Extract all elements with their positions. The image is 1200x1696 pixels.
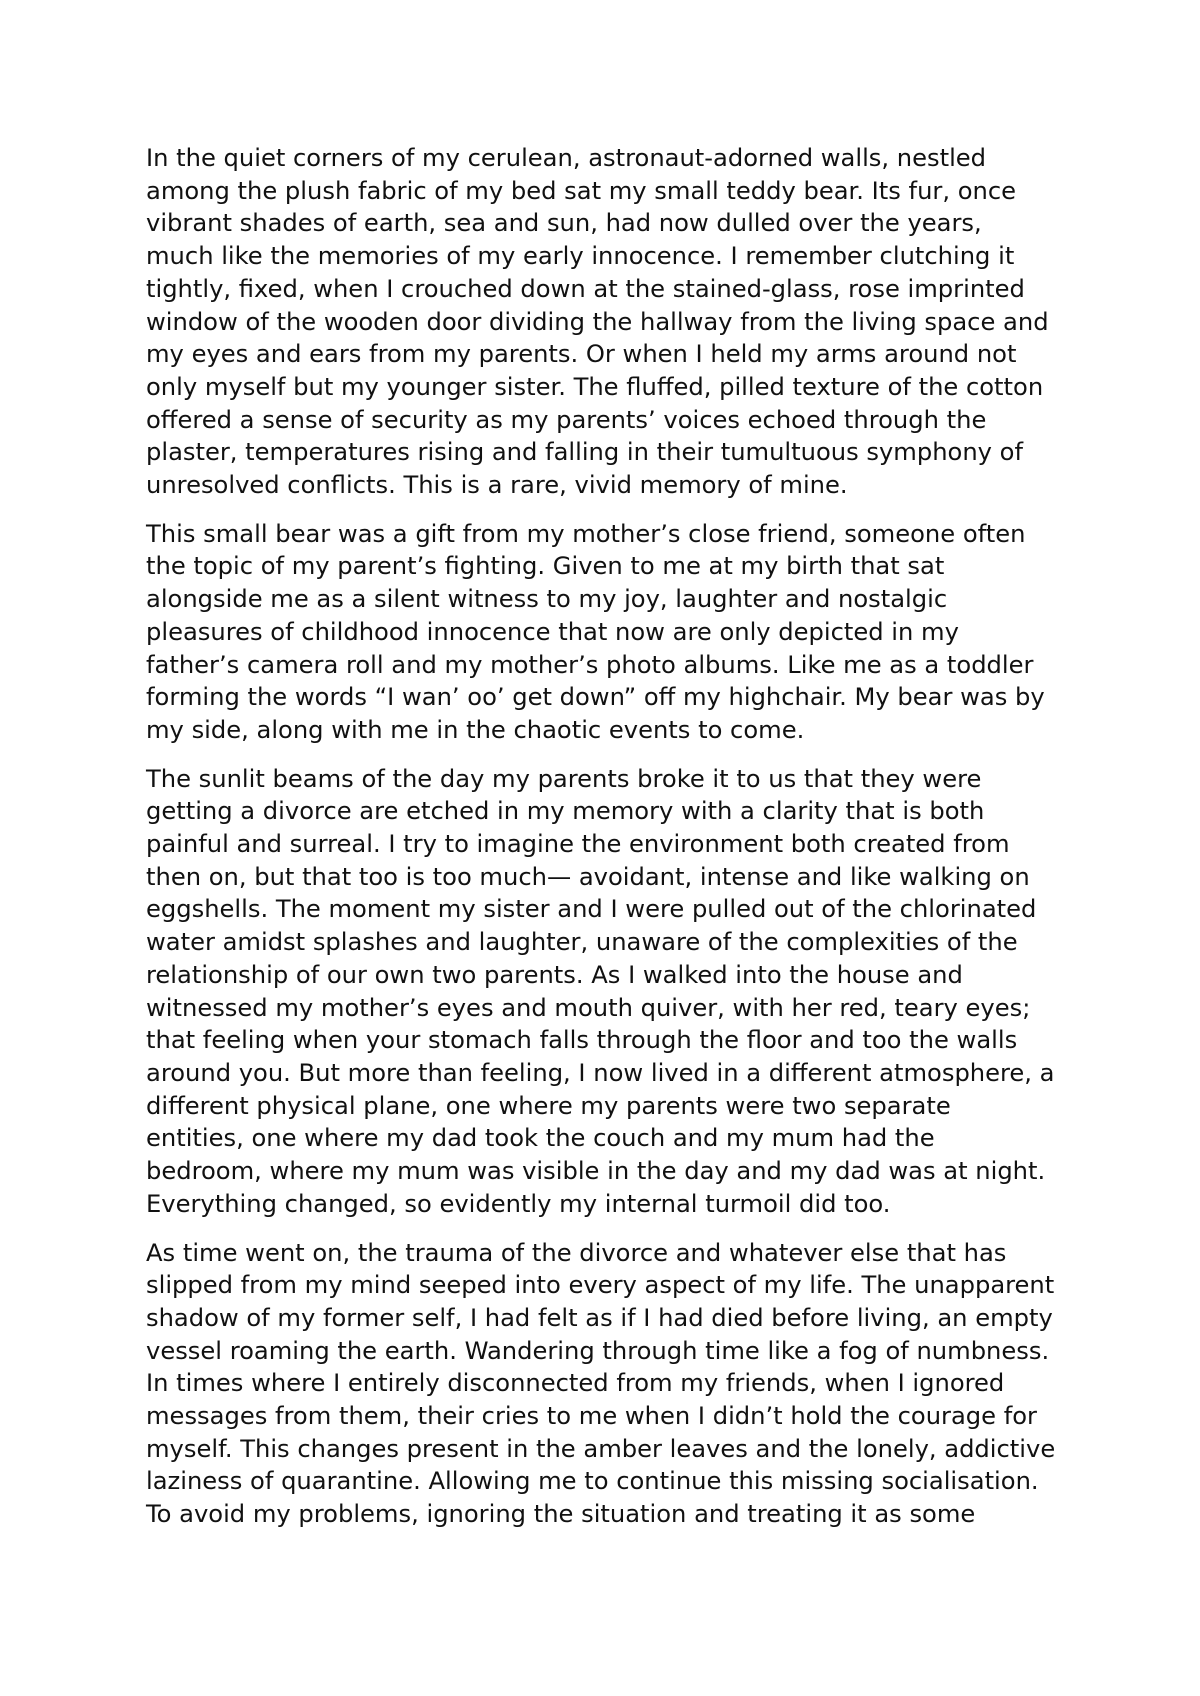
text-line: eggshells. The moment my sister and I were pulled out of the chlorinated	[146, 895, 1037, 924]
text-line: To avoid my problems, ignoring the situation and treating it as some	[146, 1500, 976, 1529]
text-line: the topic of my parent’s fighting. Given to me at my birth that sat	[146, 552, 945, 581]
text-line: witnessed my mother’s eyes and mouth quiver, with her red, teary eyes;	[146, 993, 1031, 1022]
text-line: around you. But more than feeling, I now lived in a different atmosphere, a	[146, 1058, 1055, 1087]
text-line: bedroom, where my mum was visible in the day and my dad was at night.	[146, 1157, 1046, 1186]
text-line: shadow of my former self, I had felt as if I had died before living, an empty	[146, 1303, 1053, 1332]
text-line: In times where I entirely disconnected from my friends, when I ignored	[146, 1369, 1005, 1398]
paragraph-3	[146, 763, 1081, 1221]
text-line: my side, along with me in the chaotic events to come.	[146, 715, 805, 744]
text-line: relationship of our own two parents. As I walked into the house and	[146, 960, 963, 989]
text-line: different physical plane, one where my parents were two separate	[146, 1091, 951, 1120]
text-line: only myself but my younger sister. The fluffed, pilled texture of the cotton	[146, 372, 1044, 401]
text-line: vibrant shades of earth, sea and sun, had now dulled over the years,	[146, 209, 982, 238]
text-line: entities, one where my dad took the couch and my mum had the	[146, 1124, 935, 1153]
text-line: vessel roaming the earth. Wandering through time like a fog of numbness.	[146, 1336, 1050, 1365]
text-line: laziness of quarantine. Allowing me to continue this missing socialisation.	[146, 1467, 1039, 1496]
text-line: window of the wooden door dividing the hallway from the living space and	[146, 307, 1049, 336]
text-line: Everything changed, so evidently my internal turmoil did too.	[146, 1189, 891, 1218]
text-line: father’s camera roll and my mother’s photo albums. Like me as a toddler	[146, 650, 1034, 679]
text-line: among the plush fabric of my bed sat my small teddy bear. Its fur, once	[146, 176, 1017, 205]
text-line: then on, but that too is too much— avoidant, intense and like walking on	[146, 862, 1030, 891]
text-line: forming the words “I wan’ oo’ get down” off my highchair. My bear was by	[146, 683, 1045, 712]
text-line: As time went on, the trauma of the divorce and whatever else that has	[146, 1238, 1007, 1267]
text-line: myself. This changes present in the amber leaves and the lonely, addictive	[146, 1434, 1056, 1463]
text-line: offered a sense of security as my parents’ voices echoed through the	[146, 405, 987, 434]
text-line: my eyes and ears from my parents. Or when I held my arms around not	[146, 340, 1017, 369]
text-line: unresolved conflicts. This is a rare, vivid memory of mine.	[146, 471, 848, 500]
text-line: alongside me as a silent witness to my joy, laughter and nostalgic	[146, 585, 948, 614]
text-line: tightly, fixed, when I crouched down at the stained-glass, rose imprinted	[146, 274, 1025, 303]
text-line: In the quiet corners of my cerulean, astronaut-adorned walls, nestled	[146, 144, 987, 172]
text-line: messages from them, their cries to me when I didn’t hold the courage for	[146, 1402, 1037, 1431]
text-line: that feeling when your stomach falls through the floor and too the walls	[146, 1026, 1018, 1055]
text-line: pleasures of childhood innocence that now are only depicted in my	[146, 617, 959, 646]
text-line: The sunlit beams of the day my parents broke it to us that they were	[146, 764, 982, 793]
text-line: getting a divorce are etched in my memory with a clarity that is both	[146, 797, 985, 826]
paragraph-1	[146, 142, 1081, 502]
text-line: water amidst splashes and laughter, unaware of the complexities of the	[146, 928, 1018, 957]
paragraph-2	[146, 518, 1081, 747]
text-line: This small bear was a gift from my mother’s close friend, someone often	[146, 519, 1026, 548]
text-line: slipped from my mind seeped into every aspect of my life. The unapparent	[146, 1271, 1055, 1300]
paragraph-4	[146, 1237, 1081, 1531]
document-body	[146, 142, 1081, 1547]
text-line: plaster, temperatures rising and falling in their tumultuous symphony of	[146, 438, 1023, 467]
text-line: painful and surreal. I try to imagine the environment both created from	[146, 830, 1010, 859]
text-line: much like the memories of my early innocence. I remember clutching it	[146, 242, 1015, 271]
